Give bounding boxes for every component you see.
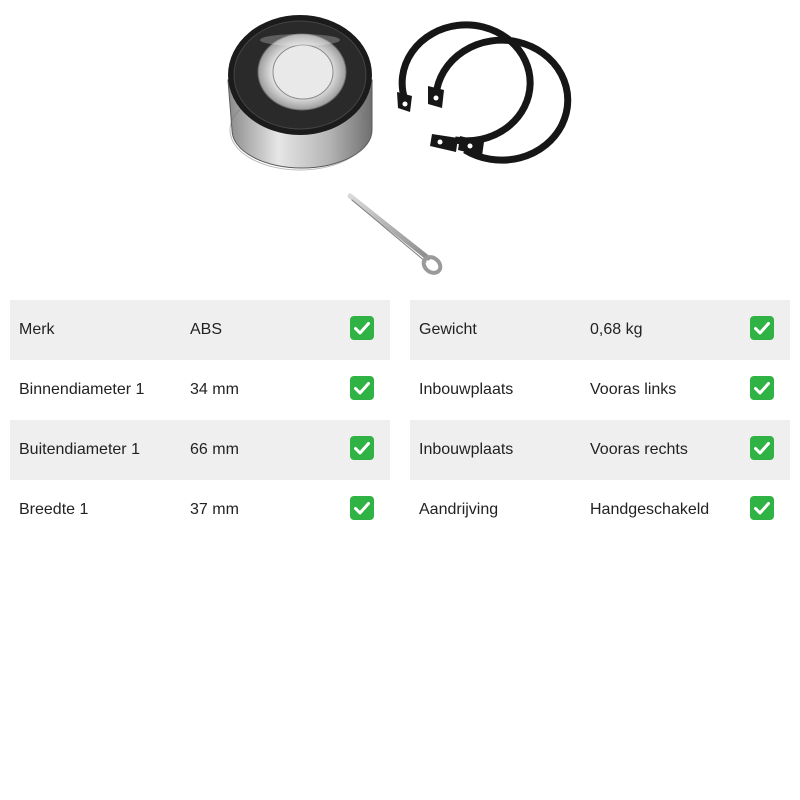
spec-label: Inbouwplaats	[419, 381, 514, 398]
spec-row	[10, 480, 390, 540]
spec-value: ABS	[190, 321, 223, 338]
spec-value: 0,68 kg	[590, 321, 643, 338]
product-image	[215, 10, 585, 285]
spec-row	[410, 420, 790, 480]
bearing-drawing	[228, 15, 372, 170]
check-mark-icon	[350, 436, 374, 460]
spec-row	[410, 480, 790, 540]
spec-label: Buitendiameter 1	[19, 441, 140, 458]
spec-row	[10, 420, 390, 480]
split-pin-drawing	[350, 196, 443, 276]
check-mark-icon	[350, 376, 374, 400]
specs-table-left	[10, 300, 390, 540]
spec-label: Inbouwplaats	[419, 441, 514, 458]
check-mark-icon	[750, 316, 774, 340]
check-mark-icon	[350, 316, 374, 340]
spec-value: 37 mm	[190, 501, 239, 518]
spec-value: Handgeschakeld	[590, 501, 710, 518]
spec-row	[10, 300, 390, 360]
check-mark-icon	[750, 496, 774, 520]
spec-value: Vooras links	[590, 381, 677, 398]
spec-label: Binnendiameter 1	[19, 381, 145, 398]
spec-row	[10, 360, 390, 420]
check-mark-icon	[750, 376, 774, 400]
spec-row	[410, 300, 790, 360]
spec-label: Merk	[19, 321, 55, 338]
spec-label: Breedte 1	[19, 501, 89, 518]
spec-value: Vooras rechts	[590, 441, 688, 458]
check-mark-icon	[750, 436, 774, 460]
check-mark-icon	[350, 496, 374, 520]
spec-value: 66 mm	[190, 441, 239, 458]
spec-value: 34 mm	[190, 381, 239, 398]
spec-label: Aandrijving	[419, 501, 499, 518]
spec-row	[410, 360, 790, 420]
spec-label: Gewicht	[419, 321, 477, 338]
specs-table-right	[410, 300, 790, 540]
